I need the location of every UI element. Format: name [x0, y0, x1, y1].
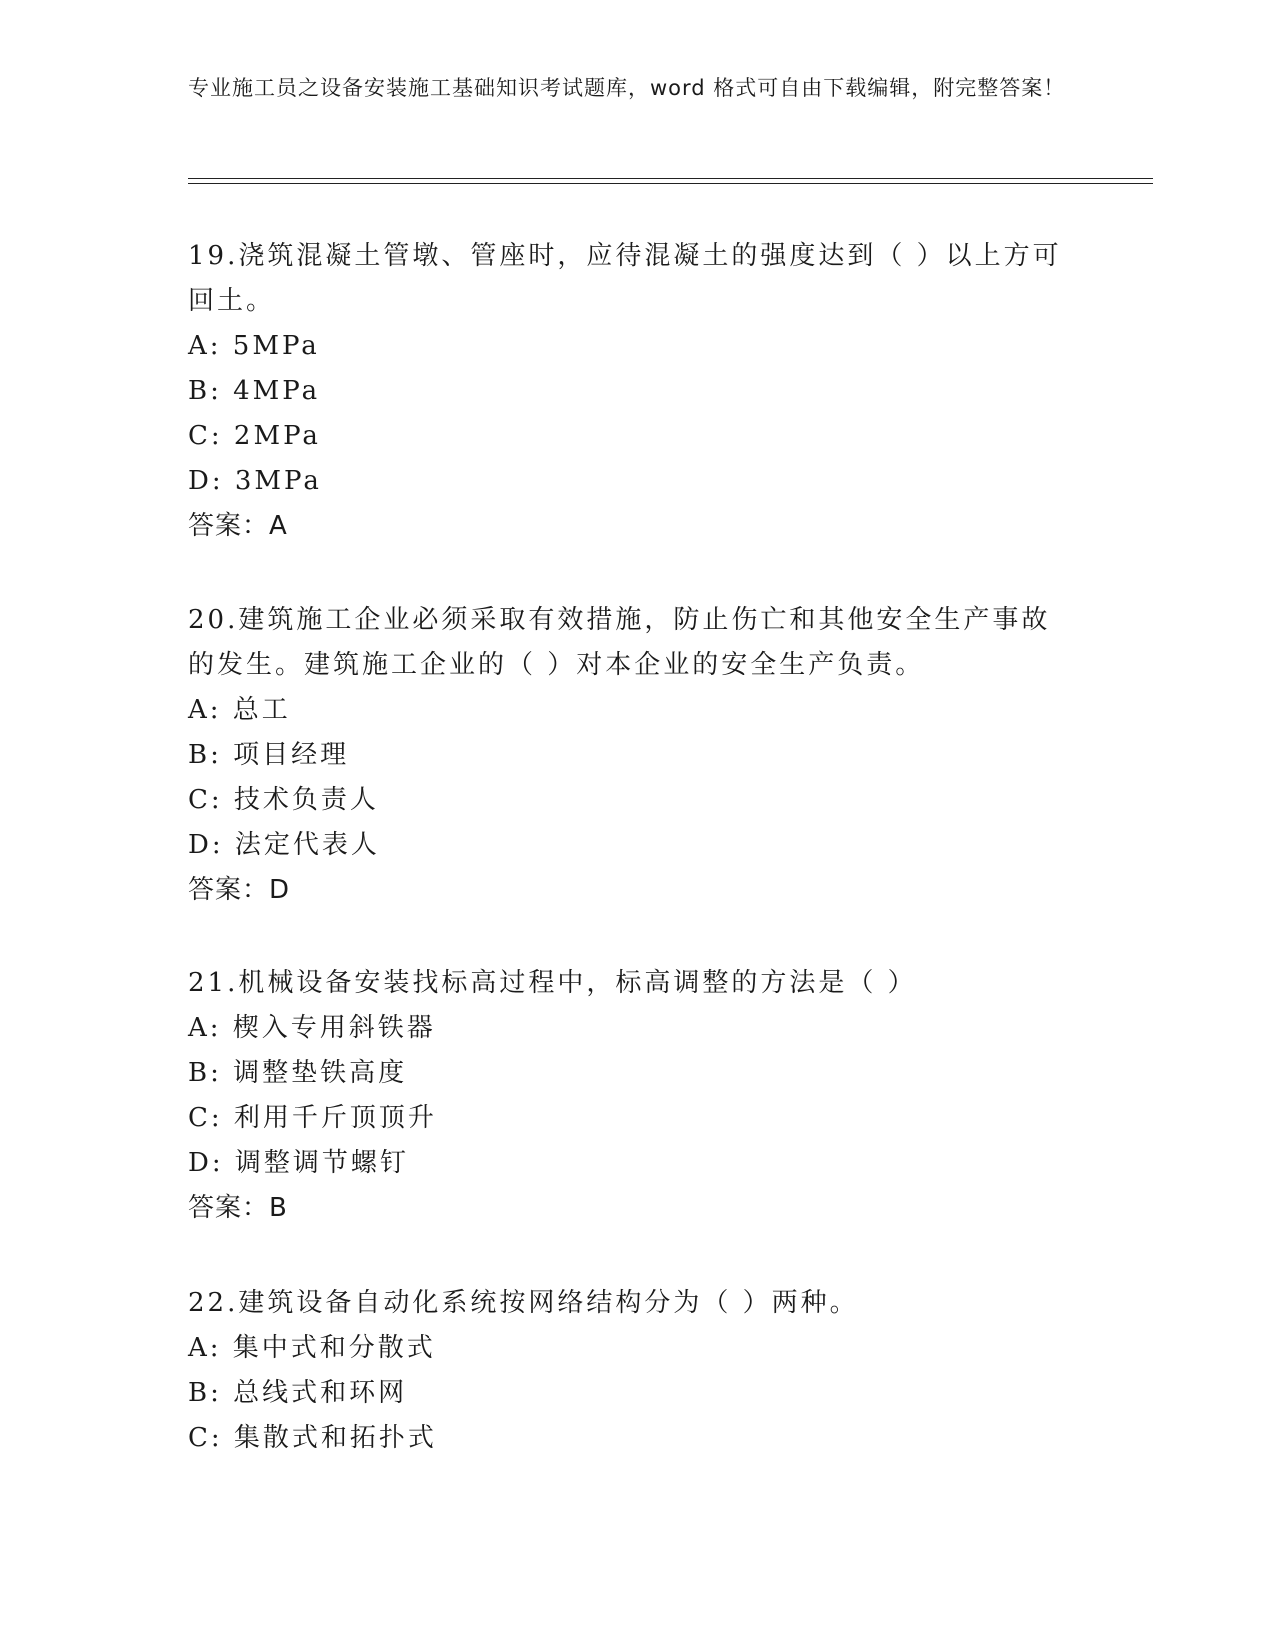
option-a: A: 集中式和分散式 [188, 1333, 436, 1363]
question-21 [188, 961, 1068, 1231]
answer: 答案：A [188, 511, 288, 541]
question-22 [188, 1281, 1068, 1461]
document-header: 专业施工员之设备安装施工基础知识考试题库，word 格式可自由下载编辑，附完整答案！ [188, 76, 1066, 100]
option-c: C: 利用千斤顶顶升 [188, 1103, 437, 1133]
option-a: A: 总工 [188, 695, 291, 725]
answer: 答案：B [188, 1193, 288, 1223]
header-divider-top [188, 178, 1153, 179]
header-divider-bottom [188, 183, 1153, 184]
question-stem: 21.机械设备安装找标高过程中，标高调整的方法是（ ） [188, 968, 917, 998]
option-a: A: 楔入专用斜铁器 [188, 1013, 436, 1043]
option-d: D: 3MPa [188, 466, 322, 496]
option-b: B: 调整垫铁高度 [188, 1058, 408, 1088]
question-19 [188, 234, 1068, 549]
option-d: D: 法定代表人 [188, 830, 380, 860]
option-c: C: 集散式和拓扑式 [188, 1423, 437, 1453]
question-stem: 20.建筑施工企业必须采取有效措施，防止伤亡和其他安全生产事故的发生。建筑施工企业的（ ）对本企业的安全生产负责。 [188, 605, 1051, 680]
option-b: B: 项目经理 [188, 740, 350, 770]
option-d: D: 调整调节螺钉 [188, 1148, 409, 1178]
option-a: A: 5MPa [188, 331, 320, 361]
option-b: B: 总线式和环网 [188, 1378, 408, 1408]
question-stem: 19.浇筑混凝土管墩、管座时，应待混凝土的强度达到（ ）以上方可回土。 [188, 241, 1062, 316]
option-c: C: 技术负责人 [188, 785, 379, 815]
question-20 [188, 598, 1068, 913]
question-stem: 22.建筑设备自动化系统按网络结构分为（ ）两种。 [188, 1288, 859, 1318]
option-c: C: 2MPa [188, 421, 321, 451]
option-b: B: 4MPa [188, 376, 321, 406]
answer: 答案：D [188, 875, 291, 905]
